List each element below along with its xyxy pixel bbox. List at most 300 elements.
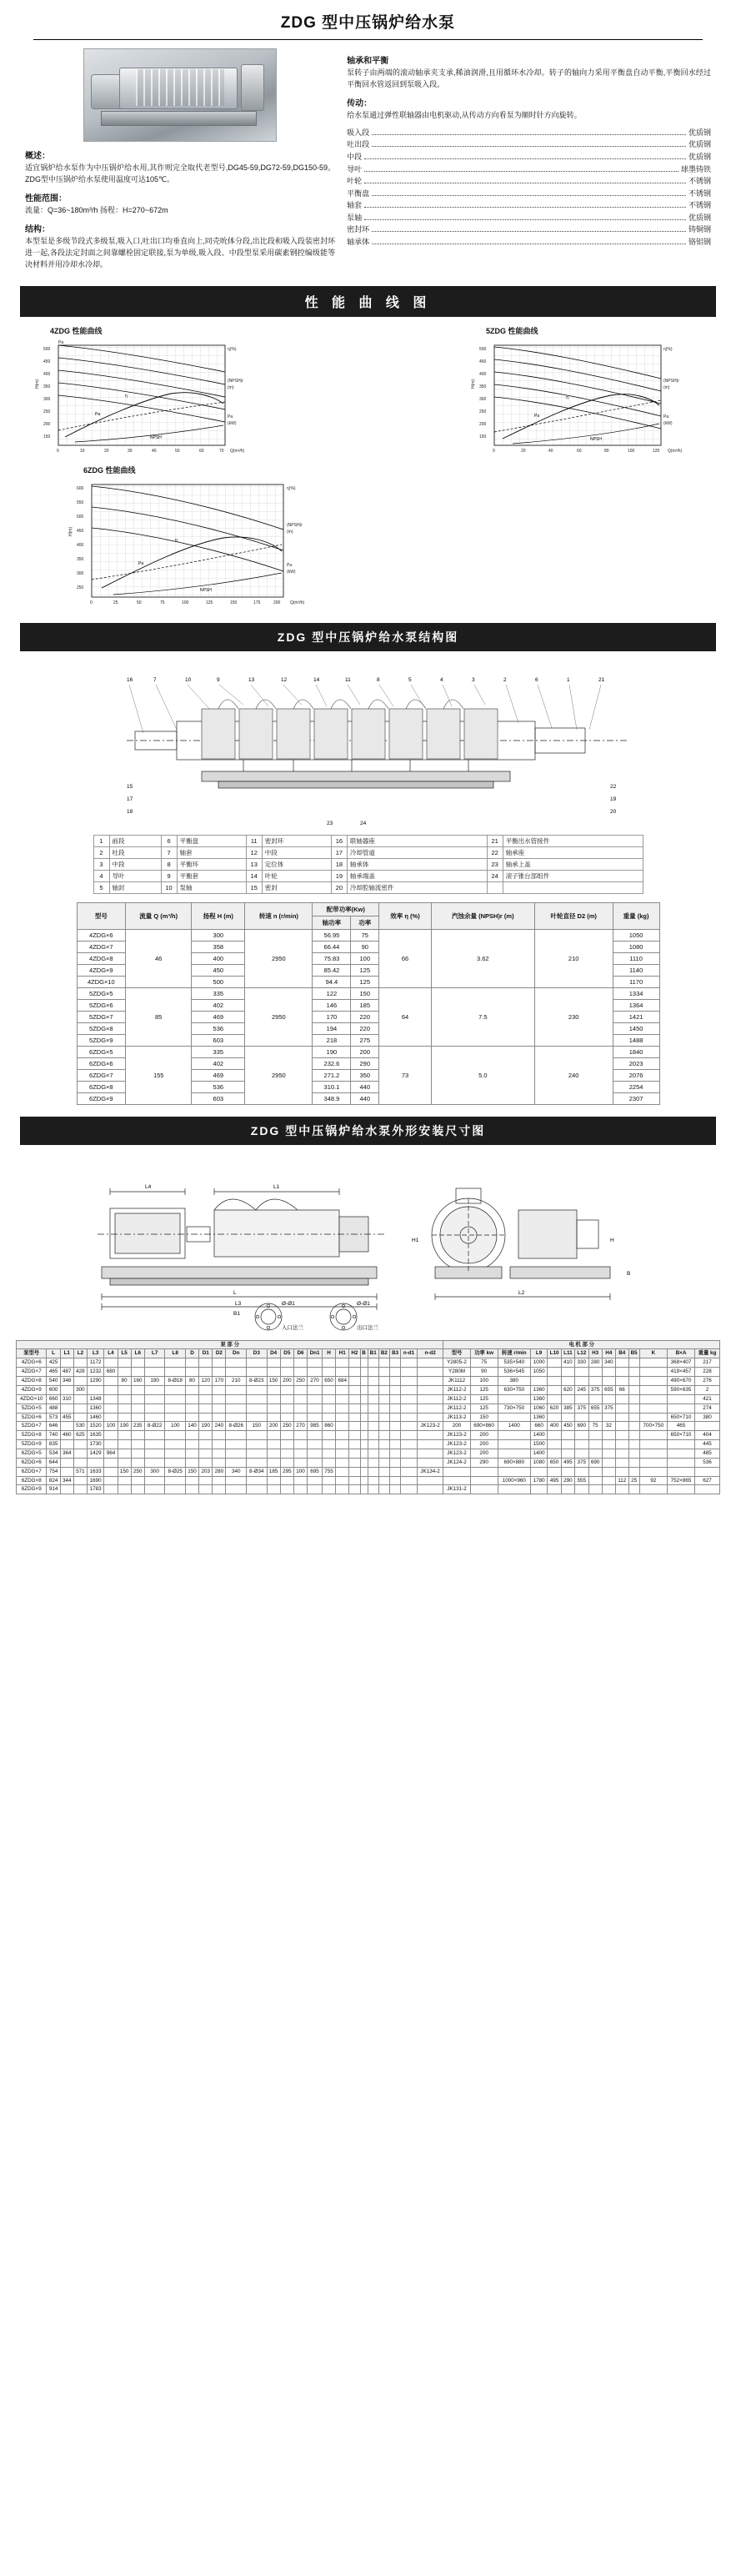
svg-text:175: 175: [253, 600, 261, 605]
dim-cell: [280, 1394, 293, 1403]
dim-cell: 280: [213, 1467, 226, 1476]
dim-cell: 32: [602, 1422, 615, 1431]
svg-text:η(%): η(%): [663, 346, 673, 352]
svg-text:20: 20: [104, 448, 109, 454]
dim-cell: [417, 1458, 443, 1467]
dim-cell: [417, 1394, 443, 1403]
dim-cell: [308, 1368, 323, 1377]
material-row: [347, 188, 711, 200]
dim-cell: [588, 1440, 602, 1449]
dim-cell: [293, 1449, 307, 1458]
svg-text:22: 22: [609, 783, 616, 790]
svg-text:L2: L2: [518, 1289, 524, 1296]
material-row: [347, 223, 711, 236]
dim-cell: [73, 1377, 87, 1386]
dim-cell: 8-Ø22: [144, 1422, 165, 1431]
dim-cell: 625: [73, 1431, 87, 1440]
dim-cell: [118, 1458, 131, 1467]
dim-cell: 536×545: [498, 1368, 530, 1377]
svg-text:Pa: Pa: [663, 414, 669, 419]
col-shaft-power: 轴功率: [313, 916, 351, 929]
dim-cell: [322, 1385, 335, 1394]
table-row: [17, 1449, 720, 1458]
dim-cell: [360, 1440, 368, 1449]
dim-cell: [561, 1467, 574, 1476]
dim-cell: 660: [530, 1422, 547, 1431]
dim-cell: 170: [213, 1377, 226, 1386]
cell-npsh: 3.62: [431, 929, 534, 987]
dim-cell: [360, 1467, 368, 1476]
dim-cell: [498, 1485, 530, 1494]
dim-cell: [144, 1368, 165, 1377]
dim-cell: [322, 1368, 335, 1377]
dim-cell: [131, 1368, 144, 1377]
svg-text:1: 1: [566, 676, 570, 683]
dim-cell: [144, 1485, 165, 1494]
dim-cell: 655: [588, 1403, 602, 1413]
dim-cell: 75: [470, 1358, 498, 1368]
material-name: 吐出段: [347, 140, 370, 149]
dim-cell: 495: [548, 1476, 562, 1485]
dim-cell: [131, 1358, 144, 1368]
dim-cell: 1232: [88, 1368, 104, 1377]
dim-cell: [118, 1394, 131, 1403]
svg-text:Pa: Pa: [138, 560, 144, 566]
dim-cell: 1633: [88, 1467, 104, 1476]
dim-cell: [417, 1358, 443, 1368]
page-title: ZDG 型中压锅炉给水泵: [280, 14, 456, 32]
dim-col-22: B: [360, 1349, 368, 1358]
dim-cell: 6ZDG×9: [17, 1485, 47, 1494]
dim-cell: 25: [628, 1476, 639, 1485]
dim-cell: 125: [470, 1385, 498, 1394]
dim-cell: [639, 1458, 667, 1467]
dim-cell: JK123-2: [443, 1440, 470, 1449]
dim-cell: [322, 1458, 335, 1467]
table-row: [17, 1368, 720, 1377]
dim-cell: [185, 1413, 198, 1422]
dim-cell: 310: [60, 1394, 73, 1403]
part-no: 4: [93, 870, 109, 881]
svg-text:200: 200: [43, 421, 51, 427]
dim-cell: 300: [73, 1385, 87, 1394]
dim-cell: 1500: [530, 1440, 547, 1449]
dim-cell: 646: [47, 1422, 60, 1431]
dim-cell: [199, 1385, 213, 1394]
dim-cell: [615, 1413, 628, 1422]
dim-cell: [104, 1358, 118, 1368]
dim-col-15: D4: [267, 1349, 280, 1358]
svg-text:30: 30: [128, 448, 133, 454]
dim-cell: 1360: [530, 1385, 547, 1394]
dim-col-17: D6: [293, 1349, 307, 1358]
dim-cell: 190: [144, 1377, 165, 1386]
dim-cell: 2: [695, 1385, 720, 1394]
pump-photo: [83, 48, 277, 142]
dim-cell: [667, 1485, 694, 1494]
dim-cell: [639, 1385, 667, 1394]
dim-cell: [73, 1449, 87, 1458]
dim-cell: 1360: [530, 1413, 547, 1422]
dim-cell: [322, 1394, 335, 1403]
dim-cell: [602, 1476, 615, 1485]
svg-text:出口法兰: 出口法兰: [356, 1324, 378, 1331]
dim-cell: JK123-2: [443, 1449, 470, 1458]
svg-text:100: 100: [628, 448, 635, 454]
dim-cell: [561, 1413, 574, 1422]
dim-cell: [199, 1358, 213, 1368]
dim-cell: 125: [470, 1403, 498, 1413]
dim-cell: 650×710: [667, 1431, 694, 1440]
photo-flange: [241, 64, 264, 111]
svg-text:23: 23: [326, 820, 333, 826]
dim-cell: [390, 1413, 401, 1422]
dim-cell: 695: [308, 1467, 323, 1476]
dim-cell: [390, 1485, 401, 1494]
part-no: 17: [331, 846, 347, 858]
svg-text:350: 350: [479, 384, 487, 389]
svg-text:400: 400: [479, 371, 487, 377]
svg-text:500: 500: [77, 514, 84, 520]
title-rule: [33, 39, 703, 40]
dim-cell: [390, 1440, 401, 1449]
dim-cell: [267, 1440, 280, 1449]
chart-6zdg-svg: [58, 478, 333, 611]
dim-cell: 375: [588, 1385, 602, 1394]
svg-text:250: 250: [77, 585, 84, 590]
dim-cell: [417, 1440, 443, 1449]
dim-cell: 150: [247, 1422, 268, 1431]
leader-dots: [364, 219, 686, 220]
dim-cell: [267, 1449, 280, 1458]
dim-cell: [131, 1403, 144, 1413]
dim-cell: [628, 1377, 639, 1386]
dim-cell: 1172: [88, 1358, 104, 1368]
part-name: 中段: [262, 846, 331, 858]
svg-text:80: 80: [604, 448, 609, 454]
svg-text:125: 125: [206, 600, 213, 605]
dim-cell: [199, 1431, 213, 1440]
dim-cell: [417, 1385, 443, 1394]
dim-cell: 270: [293, 1422, 307, 1431]
dim-cell: [118, 1413, 131, 1422]
material-row: [347, 212, 711, 224]
dim-cell: [667, 1449, 694, 1458]
part-name: 定位体: [262, 858, 331, 870]
dim-cell: 1360: [88, 1403, 104, 1413]
dim-cell: [588, 1485, 602, 1494]
dim-cell: [118, 1476, 131, 1485]
dim-cell: 6ZDG×7: [17, 1467, 47, 1476]
dim-cell: [390, 1458, 401, 1467]
dim-cell: Y280M: [443, 1368, 470, 1377]
col-model: 型号: [77, 902, 126, 929]
dim-cell: [602, 1458, 615, 1467]
dim-cell: [417, 1449, 443, 1458]
dim-cell: [165, 1358, 186, 1368]
dim-cell: [280, 1440, 293, 1449]
dim-cell: [267, 1358, 280, 1368]
dim-cell: 210: [226, 1377, 247, 1386]
material-row: [347, 151, 711, 163]
dim-cell: 4ZDG×7: [17, 1368, 47, 1377]
dim-col-33: L11: [561, 1349, 574, 1358]
dim-cell: [185, 1385, 198, 1394]
col-power-group: 配带功率(Kw): [313, 902, 379, 916]
dim-col-34: L12: [575, 1349, 589, 1358]
leader-dots: [364, 207, 686, 208]
dim-col-20: H1: [336, 1349, 349, 1358]
cell-power: 75: [351, 929, 379, 941]
svg-text:11: 11: [344, 676, 351, 683]
svg-text:70: 70: [219, 448, 224, 454]
dim-cell: [575, 1368, 589, 1377]
dim-cell: [639, 1431, 667, 1440]
dim-cell: [293, 1358, 307, 1368]
dim-cell: [401, 1422, 418, 1431]
dim-col-32: L10: [548, 1349, 562, 1358]
dim-cell: [390, 1422, 401, 1431]
dim-cell: [144, 1403, 165, 1413]
table-row: 5ZDG×6 402 146 185 1364: [77, 999, 659, 1011]
cell-model: 4ZDG×6: [77, 929, 126, 941]
dim-cell: [293, 1394, 307, 1403]
dim-cell: [368, 1358, 378, 1368]
dim-cell: 1060: [530, 1403, 547, 1413]
dim-cell: [368, 1403, 378, 1413]
dim-cell: 754: [47, 1467, 60, 1476]
dim-cell: [390, 1358, 401, 1368]
table-header-row: [17, 1349, 720, 1358]
dim-cell: 80: [118, 1377, 131, 1386]
dim-cell: [401, 1368, 418, 1377]
svg-text:100: 100: [182, 600, 189, 605]
dim-cell: JK131-2: [443, 1485, 470, 1494]
dim-cell: 1460: [88, 1413, 104, 1422]
dim-cell: [639, 1485, 667, 1494]
dim-cell: [498, 1449, 530, 1458]
svg-text:200: 200: [479, 421, 487, 427]
dim-cell: [104, 1413, 118, 1422]
dim-cell: [199, 1394, 213, 1403]
dim-col-11: D1: [199, 1349, 213, 1358]
part-name: 密封环: [262, 835, 331, 846]
dim-cell: [104, 1485, 118, 1494]
dim-cell: 100: [470, 1377, 498, 1386]
dim-cell: [336, 1458, 349, 1467]
svg-text:500: 500: [43, 346, 51, 352]
dim-cell: [548, 1449, 562, 1458]
dim-cell: [144, 1413, 165, 1422]
dim-cell: [349, 1422, 360, 1431]
dim-cell: 4ZDG×8: [17, 1377, 47, 1386]
dim-cell: 421: [695, 1394, 720, 1403]
dim-cell: 200: [267, 1422, 280, 1431]
svg-text:L3: L3: [234, 1300, 241, 1307]
dim-cell: [561, 1485, 574, 1494]
svg-text:250: 250: [43, 409, 51, 414]
dim-cell: 375: [575, 1403, 589, 1413]
dim-col-3: L2: [73, 1349, 87, 1358]
dim-cell: [336, 1385, 349, 1394]
dim-cell: [588, 1394, 602, 1403]
dim-cell: [267, 1413, 280, 1422]
svg-text:17: 17: [126, 796, 133, 802]
dim-cell: 6ZDG×5: [17, 1449, 47, 1458]
dim-cell: 250: [131, 1467, 144, 1476]
dim-cell: 573: [47, 1413, 60, 1422]
svg-text:H1: H1: [411, 1237, 418, 1243]
dim-cell: 485: [695, 1449, 720, 1458]
svg-text:NPSH: NPSH: [150, 434, 162, 440]
dim-cell: [349, 1467, 360, 1476]
dim-cell: 5ZDG×9: [17, 1440, 47, 1449]
material-row: [347, 163, 711, 176]
dim-cell: [247, 1440, 268, 1449]
dim-cell: [390, 1403, 401, 1413]
svg-text:450: 450: [43, 359, 51, 364]
dim-cell: 276: [695, 1377, 720, 1386]
dim-cell: [575, 1377, 589, 1386]
dim-cell: [390, 1377, 401, 1386]
svg-text:13: 13: [248, 676, 254, 683]
dim-cell: 914: [47, 1485, 60, 1494]
dim-col-4: L3: [88, 1349, 104, 1358]
dim-cell: 535×540: [498, 1358, 530, 1368]
table-row: [17, 1385, 720, 1394]
dim-cell: [165, 1431, 186, 1440]
svg-text:Pa: Pa: [228, 414, 233, 419]
dim-cell: [349, 1394, 360, 1403]
dim-cell: [226, 1476, 247, 1485]
dim-cell: [104, 1476, 118, 1485]
dim-cell: [390, 1431, 401, 1440]
dim-cell: [548, 1485, 562, 1494]
structure-drawing: [77, 663, 660, 830]
dim-cell: [628, 1358, 639, 1368]
dim-cell: [639, 1449, 667, 1458]
dim-cell: 1780: [530, 1476, 547, 1485]
dim-cell: JK112-2: [443, 1394, 470, 1403]
curve-row-top: [25, 325, 711, 459]
material-value: 优质钢: [688, 213, 711, 222]
section-band-curves: 性 能 曲 线 图: [20, 286, 716, 317]
dim-cell: [213, 1358, 226, 1368]
dim-cell: [443, 1476, 470, 1485]
dim-cell: 8-Ø34: [247, 1467, 268, 1476]
dim-cell: [280, 1476, 293, 1485]
svg-text:20: 20: [521, 448, 526, 454]
dim-cell: 200: [470, 1440, 498, 1449]
dim-col-27: n-d2: [417, 1349, 443, 1358]
dim-cell: [360, 1385, 368, 1394]
dim-cell: [185, 1476, 198, 1485]
dim-cell: [226, 1368, 247, 1377]
dim-cell: [548, 1431, 562, 1440]
dim-cell: [349, 1403, 360, 1413]
dim-col-41: 重量 kg: [695, 1349, 720, 1358]
dim-cell: [226, 1431, 247, 1440]
material-name: 密封环: [347, 225, 370, 234]
intro-text-overview: 适宜锅炉给水泵作为中压锅炉给水用,其作则完全取代老型号,DG45-59,DG72-59,DG150-59。ZDG型中压锅炉给水泵使用温度可达105℃。: [25, 163, 336, 183]
svg-text:20: 20: [609, 808, 616, 815]
material-value: 不锈钢: [688, 188, 711, 198]
part-name: 吐段: [109, 846, 161, 858]
dim-cell: [417, 1377, 443, 1386]
dim-cell: [247, 1476, 268, 1485]
dim-cell: [322, 1449, 335, 1458]
dim-cell: [530, 1377, 547, 1386]
dim-cell: 300: [144, 1467, 165, 1476]
dim-cell: [104, 1394, 118, 1403]
dim-col-10: D: [185, 1349, 198, 1358]
table-row: [93, 881, 643, 893]
chart-4zdg-svg: [25, 339, 275, 459]
table-row: [17, 1358, 720, 1368]
dim-cell: [368, 1385, 378, 1394]
dim-cell: [368, 1431, 378, 1440]
dim-cell: [199, 1440, 213, 1449]
svg-text:19: 19: [609, 796, 616, 802]
svg-text:550: 550: [77, 500, 84, 505]
dim-cell: [368, 1368, 378, 1377]
dim-cell: 985: [308, 1422, 323, 1431]
part-no: 3: [93, 858, 109, 870]
svg-text:25: 25: [113, 600, 118, 605]
dim-cell: [602, 1467, 615, 1476]
dim-cell: [118, 1385, 131, 1394]
cell-shaft-power: 56.95: [313, 929, 351, 941]
part-name: 平衡套: [177, 870, 246, 881]
dim-cell: [336, 1368, 349, 1377]
cell-flow: 46: [126, 929, 192, 987]
svg-text:H(m): H(m): [68, 526, 73, 536]
chart-6zdg: [58, 464, 308, 611]
dim-cell: [247, 1403, 268, 1413]
dim-cell: 274: [695, 1403, 720, 1413]
dim-col-30: 转速 r/min: [498, 1349, 530, 1358]
dim-cell: [73, 1476, 87, 1485]
material-name: 轴承体: [347, 238, 370, 247]
part-no: 8: [161, 858, 177, 870]
dim-cell: [144, 1394, 165, 1403]
part-no: 18: [331, 858, 347, 870]
dim-cell: 1348: [88, 1394, 104, 1403]
table-row: [17, 1440, 720, 1449]
dim-cell: [378, 1440, 389, 1449]
svg-text:入口法兰: 入口法兰: [281, 1324, 303, 1331]
dim-cell: [368, 1458, 378, 1467]
part-no: 1: [93, 835, 109, 846]
dim-cell: 100: [104, 1422, 118, 1431]
material-name: 叶轮: [347, 177, 363, 186]
dim-cell: [213, 1368, 226, 1377]
dim-cell: [628, 1485, 639, 1494]
dim-cell: [401, 1385, 418, 1394]
dim-cell: 6ZDG×6: [17, 1458, 47, 1467]
part-name: 轴承上盖: [503, 858, 643, 870]
group-header-motor: 电 机 部 分: [443, 1340, 720, 1349]
dim-cell: 495: [561, 1458, 574, 1467]
dim-cell: 690×880: [498, 1458, 530, 1467]
cell-weight: 1050: [613, 929, 659, 941]
dim-cell: [639, 1358, 667, 1368]
dim-cell: [280, 1449, 293, 1458]
table-row: [93, 835, 643, 846]
dim-cell: [548, 1368, 562, 1377]
dim-cell: [226, 1394, 247, 1403]
dim-cell: [602, 1485, 615, 1494]
